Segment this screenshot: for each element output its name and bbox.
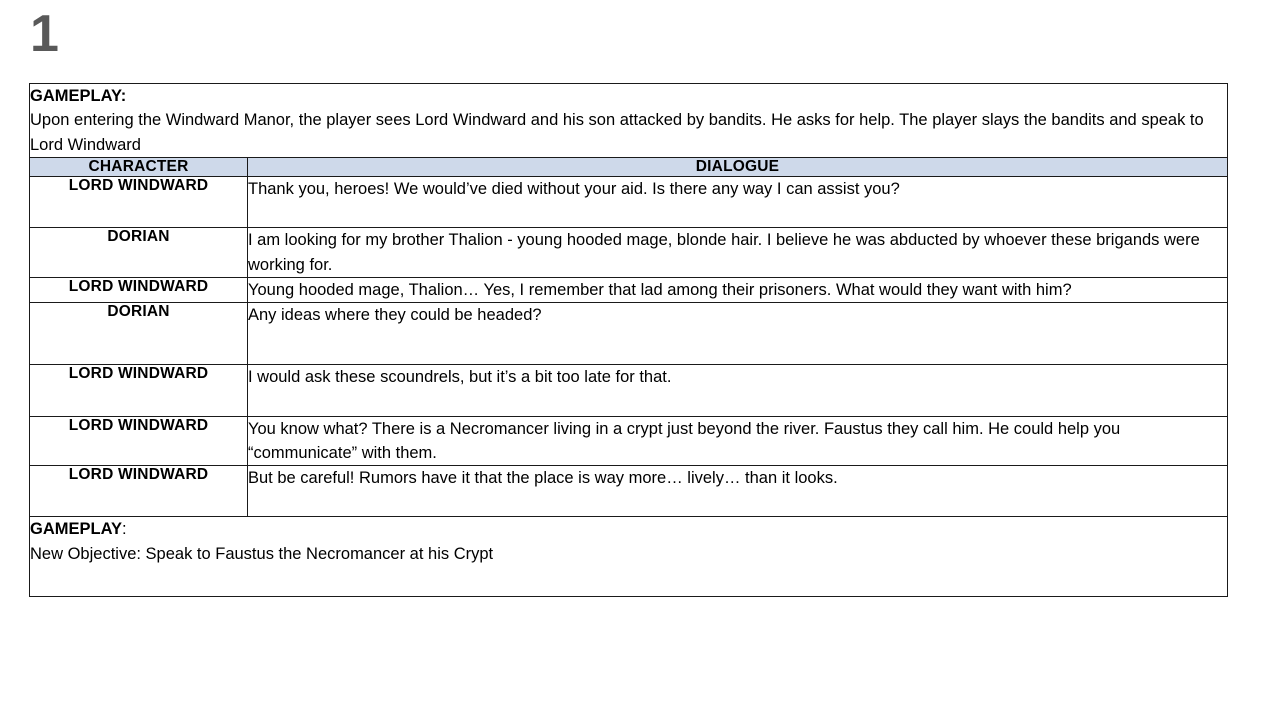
dialogue-line: I am looking for my brother Thalion - young hooded mage, blonde hair. I believe he was abducted by whoever these brigands were working for. [248,228,1228,278]
dialogue-line: Young hooded mage, Thalion… Yes, I remember that lad among their prisoners. What would they want with him? [248,277,1228,302]
gameplay-bottom-label-suffix: : [122,520,127,539]
dialogue-line: Any ideas where they could be headed? [248,303,1228,365]
gameplay-bottom-body: New Objective: Speak to Faustus the Necromancer at his Crypt [30,544,494,563]
table-header-row [30,158,1228,177]
column-header-character: CHARACTER [30,158,248,177]
character-name: LORD WINDWARD [30,466,248,517]
gameplay-top-body: Upon entering the Windward Manor, the player sees Lord Windward and his son attacked by bandits. He asks for help. The player slays the bandits and speak to Lord Windward [30,111,1204,154]
table-row [30,228,1228,278]
dialogue-script-table [29,83,1228,597]
table-row [30,466,1228,517]
character-name: LORD WINDWARD [30,277,248,302]
gameplay-top-cell [30,84,1228,158]
gameplay-top-label: GAMEPLAY: [30,87,127,105]
table-body [30,84,1228,597]
dialogue-line: Thank you, heroes! We would’ve died without your aid. Is there any way I can assist you? [248,177,1228,228]
dialogue-line: But be careful! Rumors have it that the place is way more… lively… than it looks. [248,466,1228,517]
gameplay-bottom-cell [30,517,1228,597]
dialogue-line: You know what? There is a Necromancer living in a crypt just beyond the river. Faustus they call him. He could help you “communicate” with them. [248,416,1228,466]
table-row [30,365,1228,416]
table-row [30,277,1228,302]
character-name: LORD WINDWARD [30,177,248,228]
dialogue-line: I would ask these scoundrels, but it’s a bit too late for that. [248,365,1228,416]
table-row [30,416,1228,466]
gameplay-bottom-row [30,517,1228,597]
character-name: DORIAN [30,228,248,278]
slide-number: 1 [30,5,58,63]
gameplay-top-row [30,84,1228,158]
table-row [30,303,1228,365]
gameplay-bottom-label: GAMEPLAY [30,520,122,539]
table-row [30,177,1228,228]
character-name: DORIAN [30,303,248,365]
character-name: LORD WINDWARD [30,365,248,416]
column-header-dialogue: DIALOGUE [248,158,1228,177]
character-name: LORD WINDWARD [30,416,248,466]
